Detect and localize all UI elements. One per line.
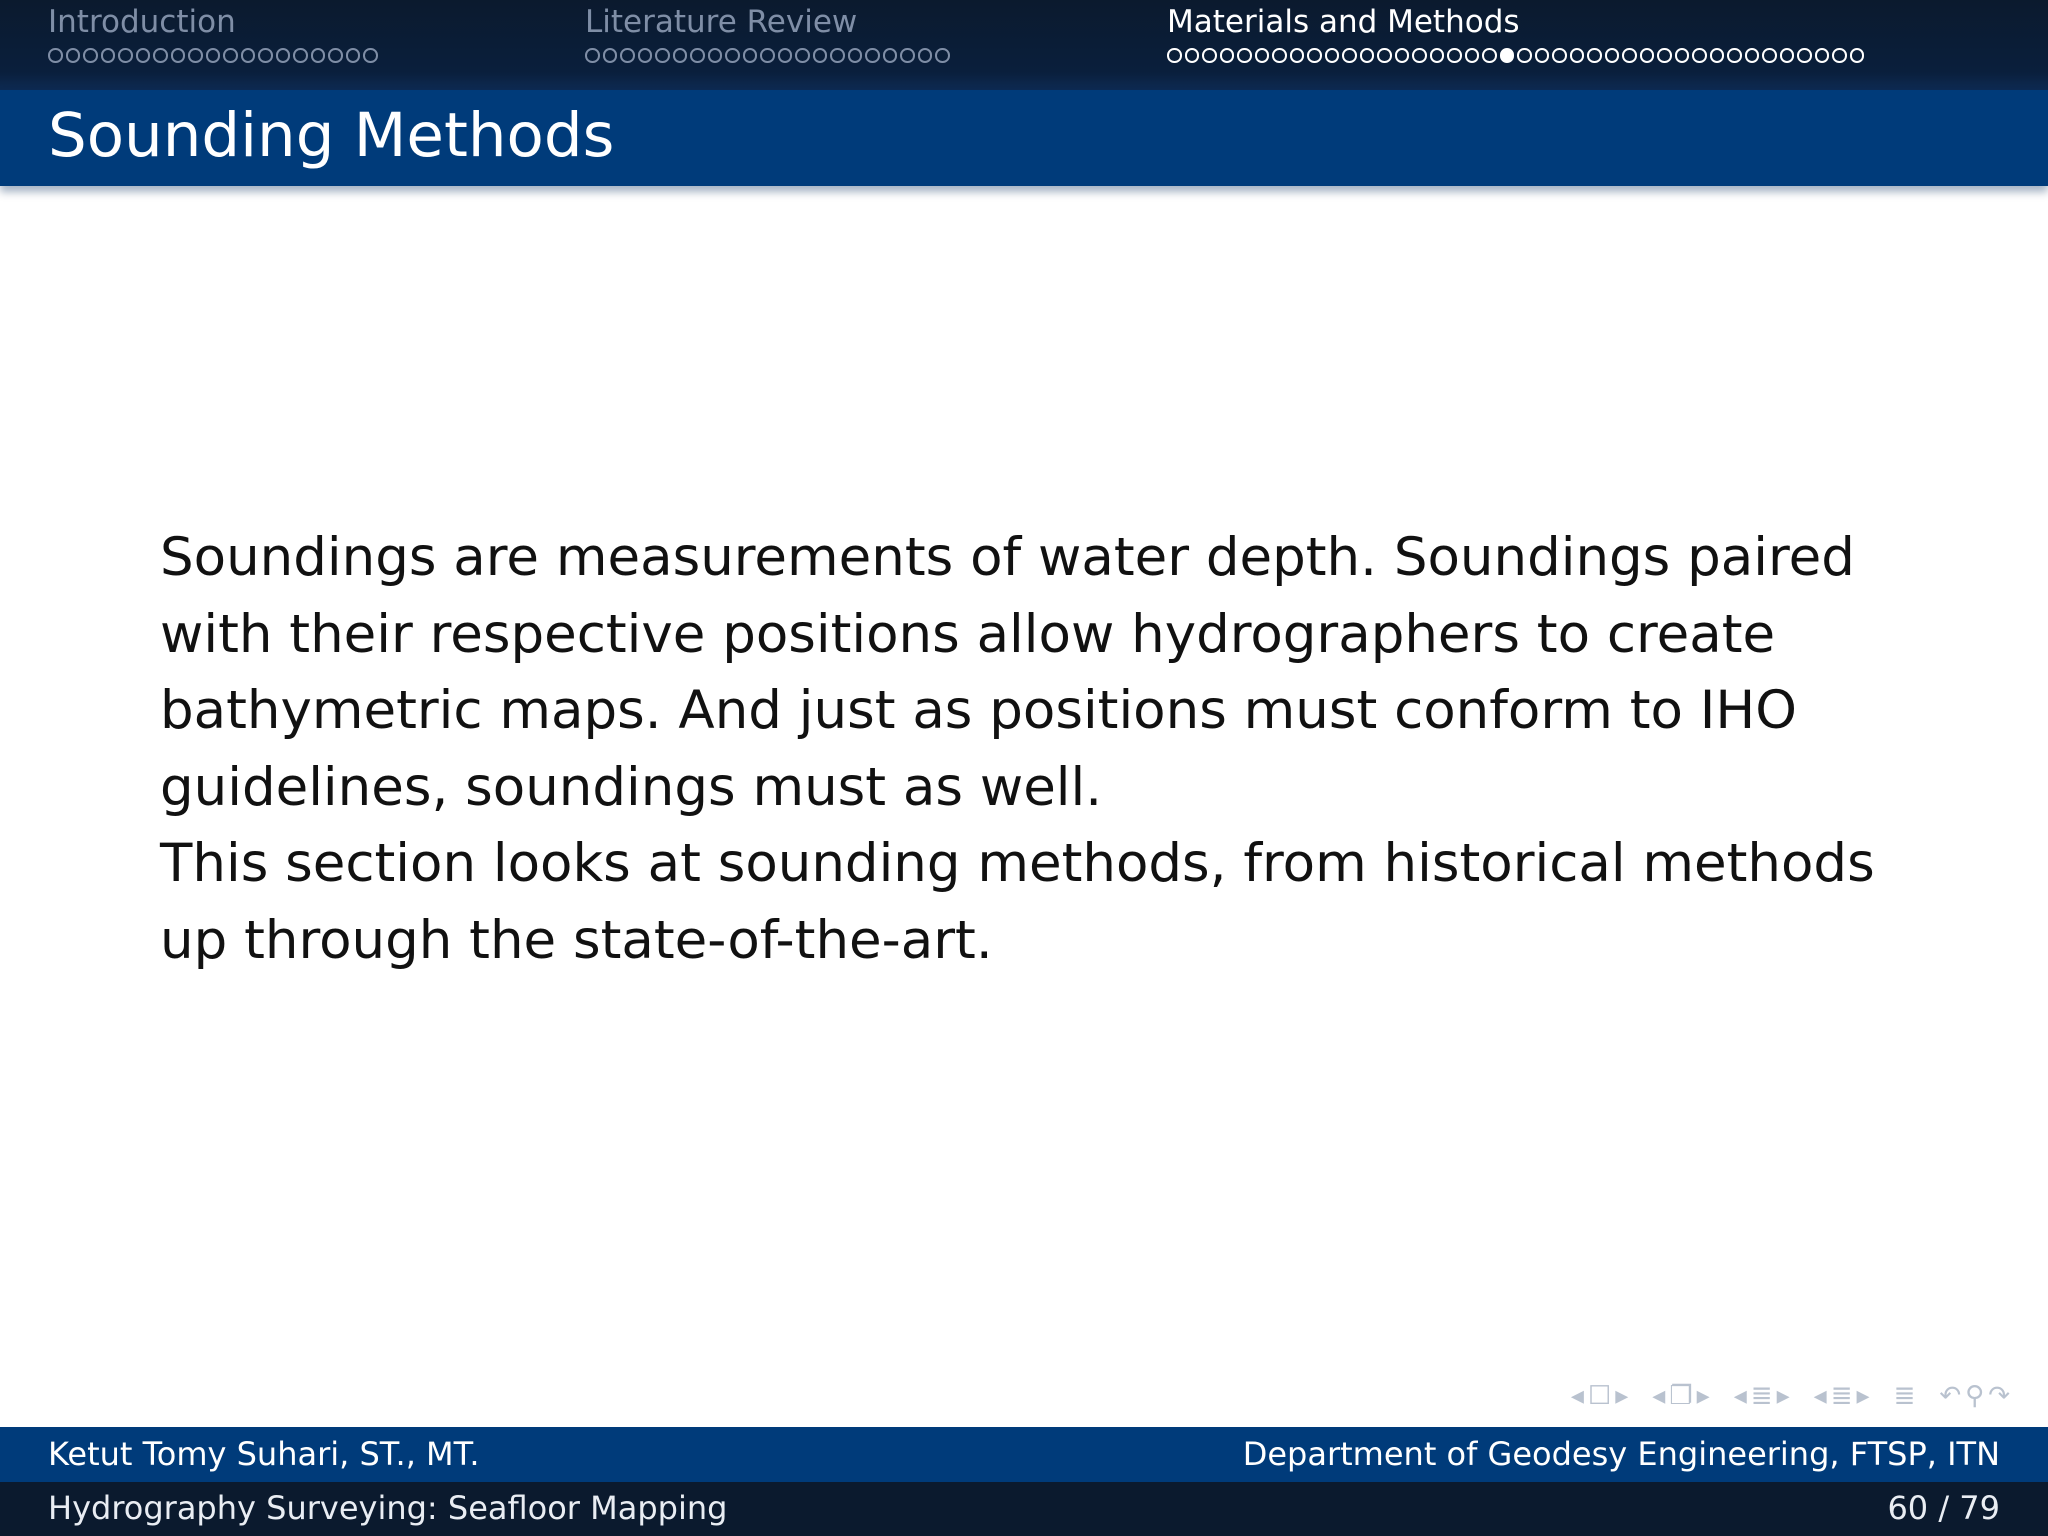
forward-icon[interactable]: ↷ <box>1988 1381 2010 1411</box>
frame-dot[interactable] <box>1517 48 1532 63</box>
frame-dot[interactable] <box>690 48 705 63</box>
frame-dot[interactable] <box>48 48 63 63</box>
frame-nav-group <box>1571 1381 1628 1411</box>
nav-section-label[interactable]: Introduction <box>48 4 236 40</box>
body-paragraph-2: This section looks at sounding methods, from historical methods up through the state-of-the-art. <box>160 833 1875 971</box>
frame-title-bar <box>0 90 2048 186</box>
frame-dot[interactable] <box>883 48 898 63</box>
frame-dot[interactable] <box>708 48 723 63</box>
frame-dot[interactable] <box>1815 48 1830 63</box>
frame-dot[interactable] <box>188 48 203 63</box>
nav-section-dots <box>1167 48 1864 63</box>
frame-dot[interactable] <box>830 48 845 63</box>
appendix-icon[interactable]: ≣ <box>1893 1381 1916 1411</box>
frame-dot[interactable] <box>171 48 186 63</box>
frame-dot[interactable] <box>118 48 133 63</box>
frame-dot[interactable] <box>865 48 880 63</box>
nav-section-label[interactable]: Literature Review <box>585 4 858 40</box>
arrow-left-icon[interactable]: ◂ <box>1570 1381 1584 1411</box>
frame-dot[interactable] <box>83 48 98 63</box>
search-icon[interactable]: ⚲ <box>1965 1381 1985 1411</box>
arrow-left-icon[interactable]: ◂ <box>1813 1381 1827 1411</box>
frame-dot[interactable] <box>1185 48 1200 63</box>
frame-dot[interactable] <box>136 48 151 63</box>
frame-dot[interactable] <box>1622 48 1637 63</box>
page-number: 60 <box>1887 1489 1929 1527</box>
frame-dot[interactable] <box>655 48 670 63</box>
frame-dot[interactable] <box>1675 48 1690 63</box>
frame-dot[interactable] <box>603 48 618 63</box>
arrow-left-icon[interactable]: ◂ <box>1733 1381 1747 1411</box>
frame-dot[interactable] <box>743 48 758 63</box>
frame-dot[interactable] <box>778 48 793 63</box>
document-icon[interactable]: ≣ <box>1830 1381 1853 1411</box>
frame-dot[interactable] <box>620 48 635 63</box>
footer-title-bar <box>0 1482 2048 1536</box>
frame-dot[interactable] <box>1727 48 1742 63</box>
frame-dot[interactable] <box>241 48 256 63</box>
frame-dot[interactable] <box>1710 48 1725 63</box>
search-nav-group <box>1939 1381 2010 1411</box>
current-frame-dot[interactable] <box>1500 48 1515 63</box>
frame-dot[interactable] <box>1692 48 1707 63</box>
frame-dot[interactable] <box>813 48 828 63</box>
frame-dot[interactable] <box>153 48 168 63</box>
frame-icon[interactable]: ☐ <box>1587 1381 1612 1411</box>
arrow-right-icon[interactable]: ▸ <box>1696 1381 1710 1411</box>
frame-dot[interactable] <box>1832 48 1847 63</box>
nav-section-label[interactable]: Materials and Methods <box>1167 4 1520 40</box>
frame-dot[interactable] <box>206 48 221 63</box>
frame-dot[interactable] <box>1412 48 1427 63</box>
frame-dot[interactable] <box>66 48 81 63</box>
frame-dot[interactable] <box>1762 48 1777 63</box>
frame-dot[interactable] <box>848 48 863 63</box>
frame-dot[interactable] <box>101 48 116 63</box>
frame-dot[interactable] <box>725 48 740 63</box>
frame-dot[interactable] <box>795 48 810 63</box>
frame-dot[interactable] <box>1220 48 1235 63</box>
frame-dot[interactable] <box>585 48 600 63</box>
footer-talk-title: Hydrography Surveying: Seafloor Mapping <box>48 1489 728 1527</box>
frame-dot[interactable] <box>1640 48 1655 63</box>
arrow-right-icon[interactable]: ▸ <box>1776 1381 1790 1411</box>
frame-dot[interactable] <box>1552 48 1567 63</box>
frame-dot[interactable] <box>1587 48 1602 63</box>
frame-dot[interactable] <box>1307 48 1322 63</box>
frame-dot[interactable] <box>1465 48 1480 63</box>
frame-dot[interactable] <box>1447 48 1462 63</box>
frame-dot[interactable] <box>1395 48 1410 63</box>
subsection-icon[interactable]: ❐ <box>1669 1381 1693 1411</box>
frame-dot[interactable] <box>673 48 688 63</box>
frame-dot[interactable] <box>1430 48 1445 63</box>
frame-dot[interactable] <box>363 48 378 63</box>
frame-dot[interactable] <box>328 48 343 63</box>
frame-dot[interactable] <box>1272 48 1287 63</box>
arrow-right-icon[interactable]: ▸ <box>1615 1381 1629 1411</box>
frame-dot[interactable] <box>1377 48 1392 63</box>
frame-dot[interactable] <box>1290 48 1305 63</box>
section-nav-group <box>1734 1381 1790 1411</box>
document-nav-group <box>1814 1381 1870 1411</box>
frame-dot[interactable] <box>223 48 238 63</box>
frame-dot[interactable] <box>935 48 950 63</box>
frame-dot[interactable] <box>1167 48 1182 63</box>
frame-dot[interactable] <box>1325 48 1340 63</box>
frame-dot[interactable] <box>1482 48 1497 63</box>
frame-dot[interactable] <box>1850 48 1865 63</box>
frame-dot[interactable] <box>293 48 308 63</box>
frame-dot[interactable] <box>1360 48 1375 63</box>
section-navigation <box>0 0 2048 90</box>
frame-dot[interactable] <box>258 48 273 63</box>
slide-body <box>160 520 1920 979</box>
frame-dot[interactable] <box>1202 48 1217 63</box>
footer-institution: Department of Geodesy Engineering, FTSP, ITN <box>1242 1435 2000 1473</box>
frame-dot[interactable] <box>1570 48 1585 63</box>
footer-author-bar <box>0 1427 2048 1482</box>
footer-author: Ketut Tomy Suhari, ST., MT. <box>48 1435 480 1473</box>
nav-section-dots <box>48 48 378 63</box>
frame-dot[interactable] <box>760 48 775 63</box>
frame-dot[interactable] <box>1657 48 1672 63</box>
frame-dot[interactable] <box>900 48 915 63</box>
footer-page-counter <box>1887 1489 2000 1527</box>
frame-dot[interactable] <box>1237 48 1252 63</box>
appendix-nav-group <box>1894 1381 1916 1411</box>
frame-dot[interactable] <box>1255 48 1270 63</box>
frame-dot[interactable] <box>1797 48 1812 63</box>
page-separator: / <box>1938 1489 1950 1527</box>
frame-dot[interactable] <box>638 48 653 63</box>
arrow-left-icon[interactable]: ◂ <box>1652 1381 1666 1411</box>
arrow-right-icon[interactable]: ▸ <box>1856 1381 1870 1411</box>
frame-dot[interactable] <box>1342 48 1357 63</box>
page-total: 79 <box>1959 1489 2000 1527</box>
frame-dot[interactable] <box>1605 48 1620 63</box>
subsection-nav-group <box>1652 1381 1709 1411</box>
frame-dot[interactable] <box>311 48 326 63</box>
back-icon[interactable]: ↶ <box>1939 1381 1962 1411</box>
body-paragraph-1: Soundings are measurements of water depth. Soundings paired with their respective positions allow hydrographers to create bathymetric maps. And just as positions must conform to IHO guidelines, soundings must as well. <box>160 527 1855 818</box>
frame-dot[interactable] <box>1780 48 1795 63</box>
section-icon[interactable]: ≣ <box>1750 1381 1773 1411</box>
nav-section-dots <box>585 48 950 63</box>
frame-dot[interactable] <box>276 48 291 63</box>
navigation-symbols <box>1571 1378 2028 1414</box>
frame-dot[interactable] <box>1745 48 1760 63</box>
frame-dot[interactable] <box>1535 48 1550 63</box>
slide-title: Sounding Methods <box>48 100 615 171</box>
frame-dot[interactable] <box>918 48 933 63</box>
frame-dot[interactable] <box>346 48 361 63</box>
